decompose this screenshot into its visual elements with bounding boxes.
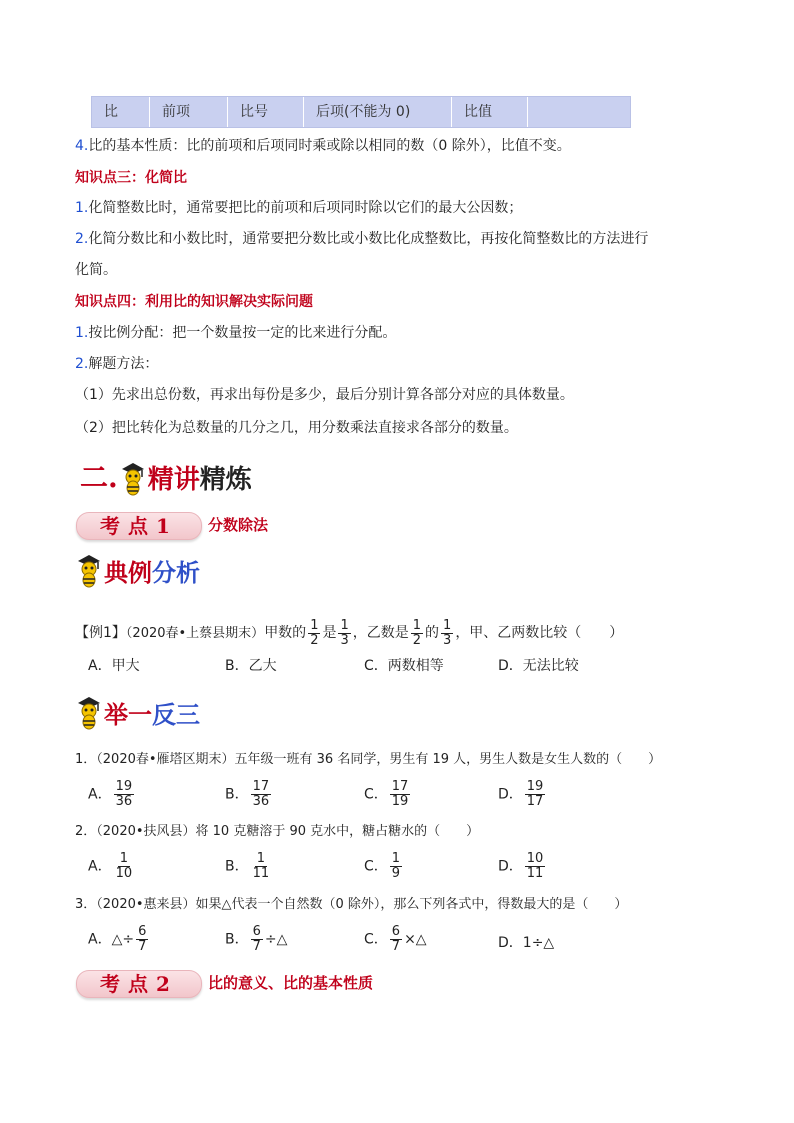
example-1-option-c[interactable]: C．两数相等 <box>364 658 444 674</box>
question-3-option-b[interactable]: B． $\frac{6}{7}$ ÷△ <box>225 924 288 954</box>
fraction: $\frac{1}{3}$ <box>443 617 452 648</box>
fraction: $\frac{6}{7}$ <box>138 924 147 954</box>
bee-mascot-icon <box>118 462 148 496</box>
fraction: $\frac{1}{3}$ <box>340 617 349 648</box>
question-2-option-d[interactable]: D． $\frac{10}{11}$ <box>498 851 544 881</box>
method-1: （1）先求出总份数，再求出每份是多少，最后分别计算各部分对应的具体数量。 <box>75 387 574 403</box>
question-2-stem: 2．（2020•扶风县）将 10 克糖溶于 90 克水中，糖占糖水的（ ） <box>75 824 480 839</box>
example-1-option-b[interactable]: B．乙大 <box>225 658 277 674</box>
point3-item-1: 1.化简整数比时，通常要把比的前项和后项同时除以它们的最大公因数； <box>75 200 523 216</box>
example-1-option-a[interactable]: A．甲大 <box>88 658 140 674</box>
fraction: $\frac{17}{19}$ <box>391 779 409 809</box>
property-4: 4.比的基本性质：比的前项和后项同时乘或除以相同的数（0 除外），比值不变。 <box>75 138 571 154</box>
table-cell <box>528 97 630 127</box>
fraction: $\frac{19}{17}$ <box>526 779 544 809</box>
question-1-option-c[interactable]: C． $\frac{17}{19}$ <box>364 779 409 809</box>
kaodian-2-title: 比的意义、比的基本性质 <box>208 974 374 992</box>
question-2-option-b[interactable]: B． $\frac{1}{11}$ <box>225 851 270 881</box>
ratio-terms-table <box>91 96 631 128</box>
section-number: 二. <box>80 461 118 494</box>
kaodian-1-title: 分数除法 <box>208 516 269 534</box>
fraction: $\frac{6}{7}$ <box>391 924 401 954</box>
fraction: $\frac{1}{9}$ <box>391 851 401 881</box>
point4-title: 知识点四：利用比的知识解决实际问题 <box>75 294 313 310</box>
question-1-option-a[interactable]: A． $\frac{19}{36}$ <box>88 779 133 809</box>
section-title-red: 精讲 <box>147 465 200 495</box>
practice-header <box>74 695 200 730</box>
example-1-option-d[interactable]: D．无法比较 <box>498 658 579 674</box>
example-header-blue: 分析 <box>152 558 200 587</box>
table-cell: 比 <box>92 97 150 127</box>
question-3-option-a[interactable]: A．△÷ $\frac{6}{7}$ <box>88 924 147 954</box>
question-2-option-c[interactable]: C． $\frac{1}{9}$ <box>364 851 401 881</box>
example-header-red: 典例 <box>104 558 152 587</box>
point4-item-2: 2.解题方法： <box>75 356 159 372</box>
fraction: $\frac{1}{2}$ <box>310 617 319 648</box>
question-3-option-d[interactable]: D．1÷△ <box>498 935 555 951</box>
example-header <box>74 553 200 588</box>
practice-header-red: 举一 <box>104 700 152 729</box>
table-cell: 前项 <box>150 97 228 127</box>
fraction: $\frac{10}{11}$ <box>526 851 544 881</box>
example-1-stem: 【例1】（2020春•上蔡县期末）甲数的 $\frac{1}{2}$ 是 $\frac{1}{3}$ ，乙数是 $\frac{1}{2}$ 的 $\frac{1}{3}$ ，甲、乙两数比较（ ） <box>75 617 624 648</box>
fraction: $\frac{19}{36}$ <box>115 779 133 809</box>
practice-header-blue: 反三 <box>152 700 200 729</box>
bee-mascot-icon <box>74 696 104 730</box>
fraction: $\frac{1}{10}$ <box>115 851 133 881</box>
table-cell: 比值 <box>452 97 528 127</box>
point3-item-2: 2.化简分数比和小数比时，通常要把分数比或小数比化成整数比，再按化简整数比的方法进行 <box>75 231 649 247</box>
table-cell: 比号 <box>228 97 304 127</box>
question-1-option-d[interactable]: D． $\frac{19}{17}$ <box>498 779 544 809</box>
fraction: $\frac{1}{2}$ <box>412 617 422 648</box>
question-3-option-c[interactable]: C． $\frac{6}{7}$ ×△ <box>364 924 427 954</box>
kaodian-2-badge: 考点2 <box>76 970 202 998</box>
question-1-option-b[interactable]: B． $\frac{17}{36}$ <box>225 779 270 809</box>
method-2: （2）把比转化为总数量的几分之几，用分数乘法直接求各部分的数量。 <box>75 420 518 436</box>
point4-item-1: 1.按比例分配：把一个数量按一定的比来进行分配。 <box>75 325 397 341</box>
fraction: $\frac{1}{11}$ <box>252 851 270 881</box>
point3-title: 知识点三：化简比 <box>75 170 187 186</box>
table-cell: 后项(不能为 0) <box>304 97 452 127</box>
kaodian-1-badge: 考点1 <box>76 512 202 540</box>
question-3-stem: 3．（2020•惠来县）如果△代表一个自然数（0 除外），那么下列各式中，得数最大的是（ ） <box>75 897 628 912</box>
bee-mascot-icon <box>74 554 104 588</box>
section-heading <box>80 456 252 496</box>
section-title-black: 精炼 <box>199 465 252 495</box>
fraction: $\frac{6}{7}$ <box>252 924 261 954</box>
question-2-option-a[interactable]: A． $\frac{1}{10}$ <box>88 851 133 881</box>
point3-item-2-cont: 化简。 <box>75 262 117 278</box>
question-1-stem: 1．（2020春•雁塔区期末）五年级一班有 36 名同学，男生有 19 人，男生人数是女生人数的（ ） <box>75 752 662 767</box>
fraction: $\frac{17}{36}$ <box>252 779 270 809</box>
